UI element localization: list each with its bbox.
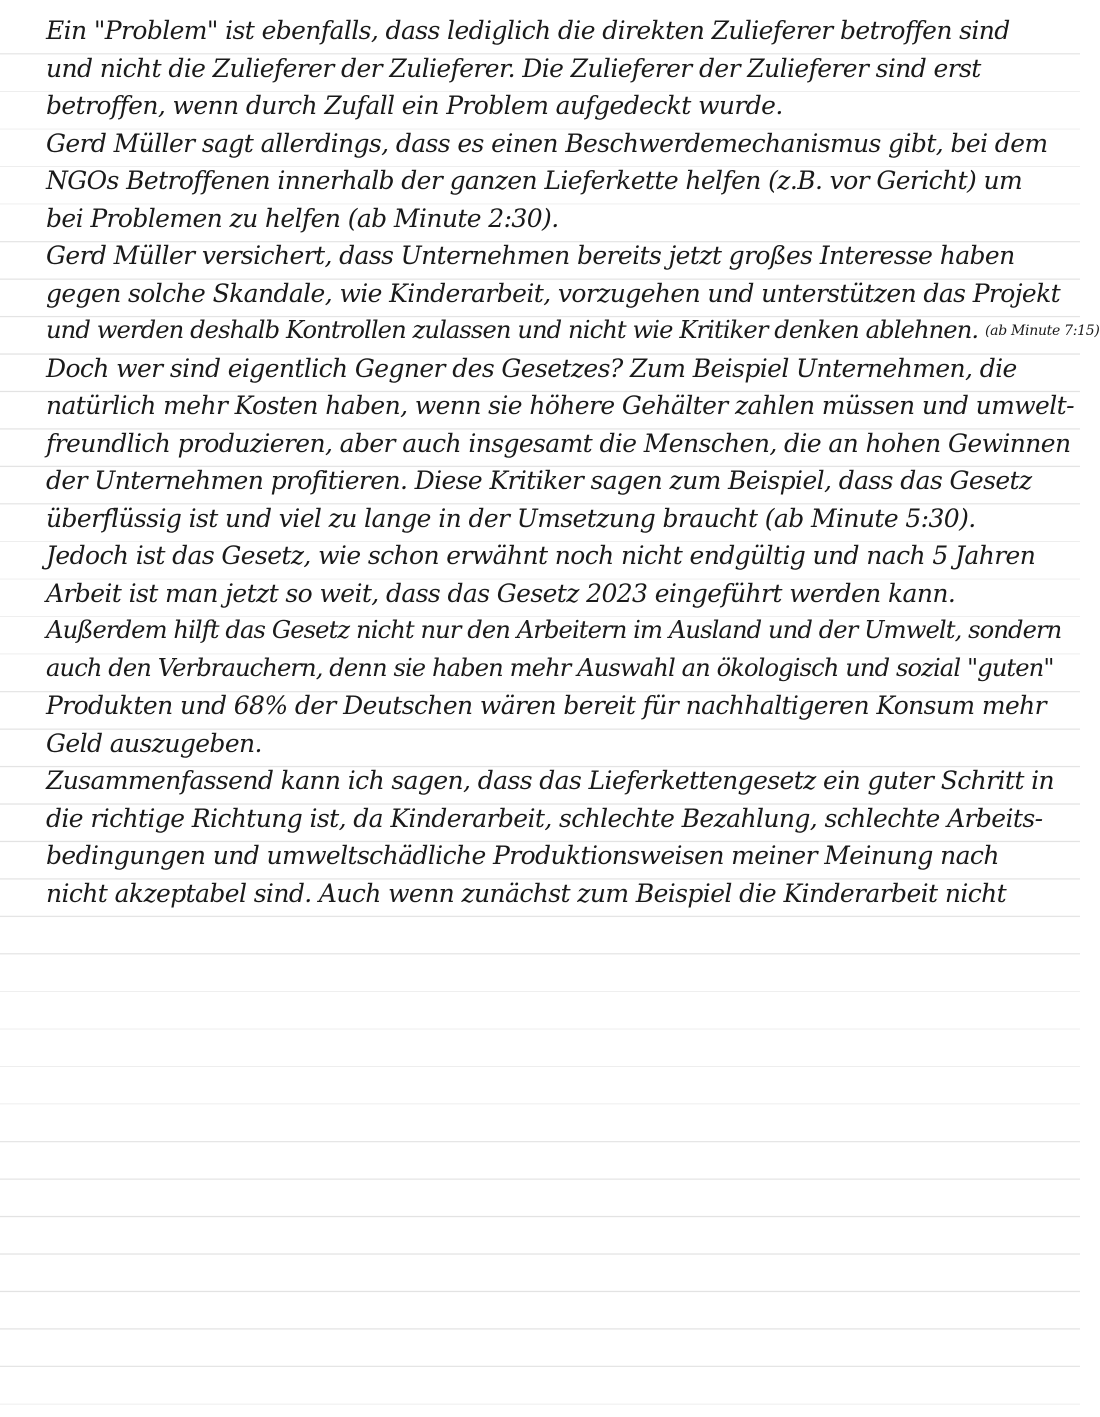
text-line: bedingungen und umweltschädliche Produktionsweisen meiner Meinung nach (46, 841, 999, 870)
text-line: freundlich produzieren, aber auch insgesamt die Menschen, die an hohen Gewinnen (46, 428, 1071, 458)
text-line: Gerd Müller versichert, dass Unternehmen bereits jetzt großes Interesse haben (46, 241, 1015, 270)
text-line: auch den Verbrauchern, denn sie haben mehr Auswahl an ökologisch und sozial "guten" (46, 653, 1054, 682)
text-line: Produkten und 68% der Deutschen wären bereit für nachhaltigeren Konsum mehr (46, 691, 1047, 720)
handwritten-text (46, 12, 1100, 912)
text-line: nicht akzeptabel sind. Auch wenn zunächst zum Beispiel die Kinderarbeit nicht (46, 878, 1007, 908)
text-line-content: und werden deshalb Kontrollen zulassen und nicht wie Kritiker denken ablehnen. (46, 316, 979, 344)
text-line: überflüssig ist und viel zu lange in der Umsetzung braucht (ab Minute 5:30). (46, 503, 976, 533)
text-line: Jedoch ist das Gesetz, wie schon erwähnt noch nicht endgültig und nach 5 Jahren (46, 541, 1036, 570)
text-line: Arbeit ist man jetzt so weit, dass das Gesetz 2023 eingeführt werden kann. (46, 578, 956, 608)
text-line: Außerdem hilft das Gesetz nicht nur den Arbeitern im Ausland und der Umwelt, sondern (46, 616, 1062, 644)
text-line: Ein "Problem" ist ebenfalls, dass lediglich die direkten Zulieferer betroffen sind (46, 16, 1010, 45)
text-line: bei Problemen zu helfen (ab Minute 2:30). (46, 203, 559, 233)
text-line: natürlich mehr Kosten haben, wenn sie höhere Gehälter zahlen müssen und umwelt- (46, 391, 1074, 420)
text-line: Gerd Müller sagt allerdings, dass es einen Beschwerdemechanismus gibt, bei dem (46, 128, 1048, 158)
text-line: NGOs Betroffenen innerhalb der ganzen Lieferkette helfen (z.B. vor Gericht) um (46, 166, 1023, 195)
text-line: und nicht die Zulieferer der Zulieferer. Die Zulieferer der Zulieferer sind erst (46, 53, 981, 83)
text-line (46, 312, 1100, 350)
text-line: Doch wer sind eigentlich Gegner des Gesetzes? Zum Beispiel Unternehmen, die (46, 353, 1017, 383)
text-line: Geld auszugeben. (46, 728, 262, 758)
margin-note: (ab Minute 7:15) (985, 323, 1100, 339)
text-line: betroffen, wenn durch Zufall ein Problem aufgedeckt wurde. (46, 91, 783, 120)
text-line: die richtige Richtung ist, da Kinderarbeit, schlechte Bezahlung, schlechte Arbeits- (46, 803, 1043, 833)
text-line: Zusammenfassend kann ich sagen, dass das Lieferkettengesetz ein guter Schritt in (46, 766, 1055, 795)
text-line: der Unternehmen profitieren. Diese Kritiker sagen zum Beispiel, dass das Gesetz (46, 466, 1032, 495)
text-line: gegen solche Skandale, wie Kinderarbeit, vorzugehen und unterstützen das Projekt (46, 278, 1061, 308)
